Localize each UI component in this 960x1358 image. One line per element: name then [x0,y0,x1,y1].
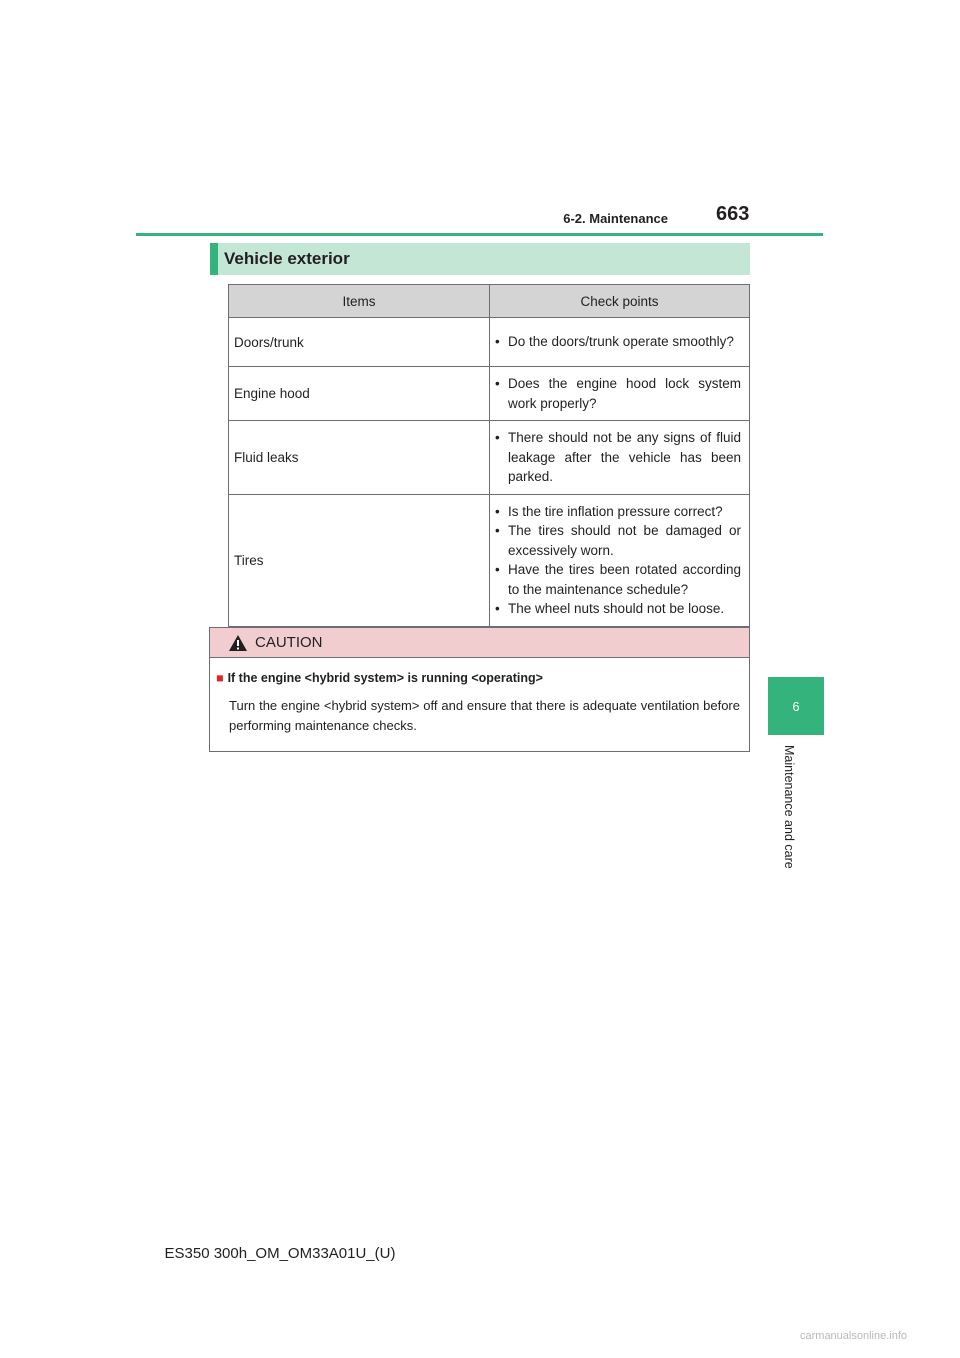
caution-title [216,671,543,685]
row-item: Fluid leaks [229,421,490,495]
check-point: • There should not be any signs of fluid leakage after the vehicle has been parked. [495,428,741,487]
check-table [228,284,750,627]
row-check-points [490,421,750,495]
section-heading [210,243,750,275]
table-row [229,421,750,495]
table-row [229,318,750,367]
table-row [229,494,750,626]
section-heading-text: Vehicle exterior [224,249,350,268]
footer-code: ES350 300h_OM_OM33A01U_(U) [164,1245,396,1262]
caution-label: CAUTION [255,634,323,651]
check-point: • The wheel nuts should not be loose. [495,599,741,619]
caution-body: Turn the engine <hybrid system> off and ensure that there is adequate ventilation before performing maintenance checks. [229,698,740,733]
row-item: Tires [229,494,490,626]
chapter-tab [768,677,824,735]
column-header-items: Items [229,285,490,318]
square-bullet-icon: ■ [216,671,224,685]
table-row [229,367,750,421]
check-point: • Does the engine hood lock system work properly? [495,374,741,413]
page-number: 663 [716,203,750,225]
row-check-points [490,367,750,421]
header-rule [136,233,823,236]
table-header-row [229,285,750,318]
caution-title-text: If the engine <hybrid system> is running <operating> [227,671,543,685]
chapter-label: Maintenance and care [782,745,796,869]
running-header-section: 6-2. Maintenance [563,211,668,226]
warning-triangle-icon [228,634,248,652]
chapter-number: 6 [792,698,800,714]
row-check-points [490,494,750,626]
row-check-points [490,318,750,367]
caution-header [210,628,749,658]
caution-box [209,627,750,752]
row-item: Engine hood [229,367,490,421]
watermark: carmanualsonline.info [800,1330,908,1342]
check-point: • Have the tires been rotated according to the maintenance schedule? [495,560,741,599]
column-header-check-points: Check points [490,285,750,318]
check-point: • Do the doors/trunk operate smoothly? [495,332,741,352]
check-point: • Is the tire inflation pressure correct? [495,502,741,522]
check-point: • The tires should not be damaged or excessively worn. [495,521,741,560]
row-item: Doors/trunk [229,318,490,367]
